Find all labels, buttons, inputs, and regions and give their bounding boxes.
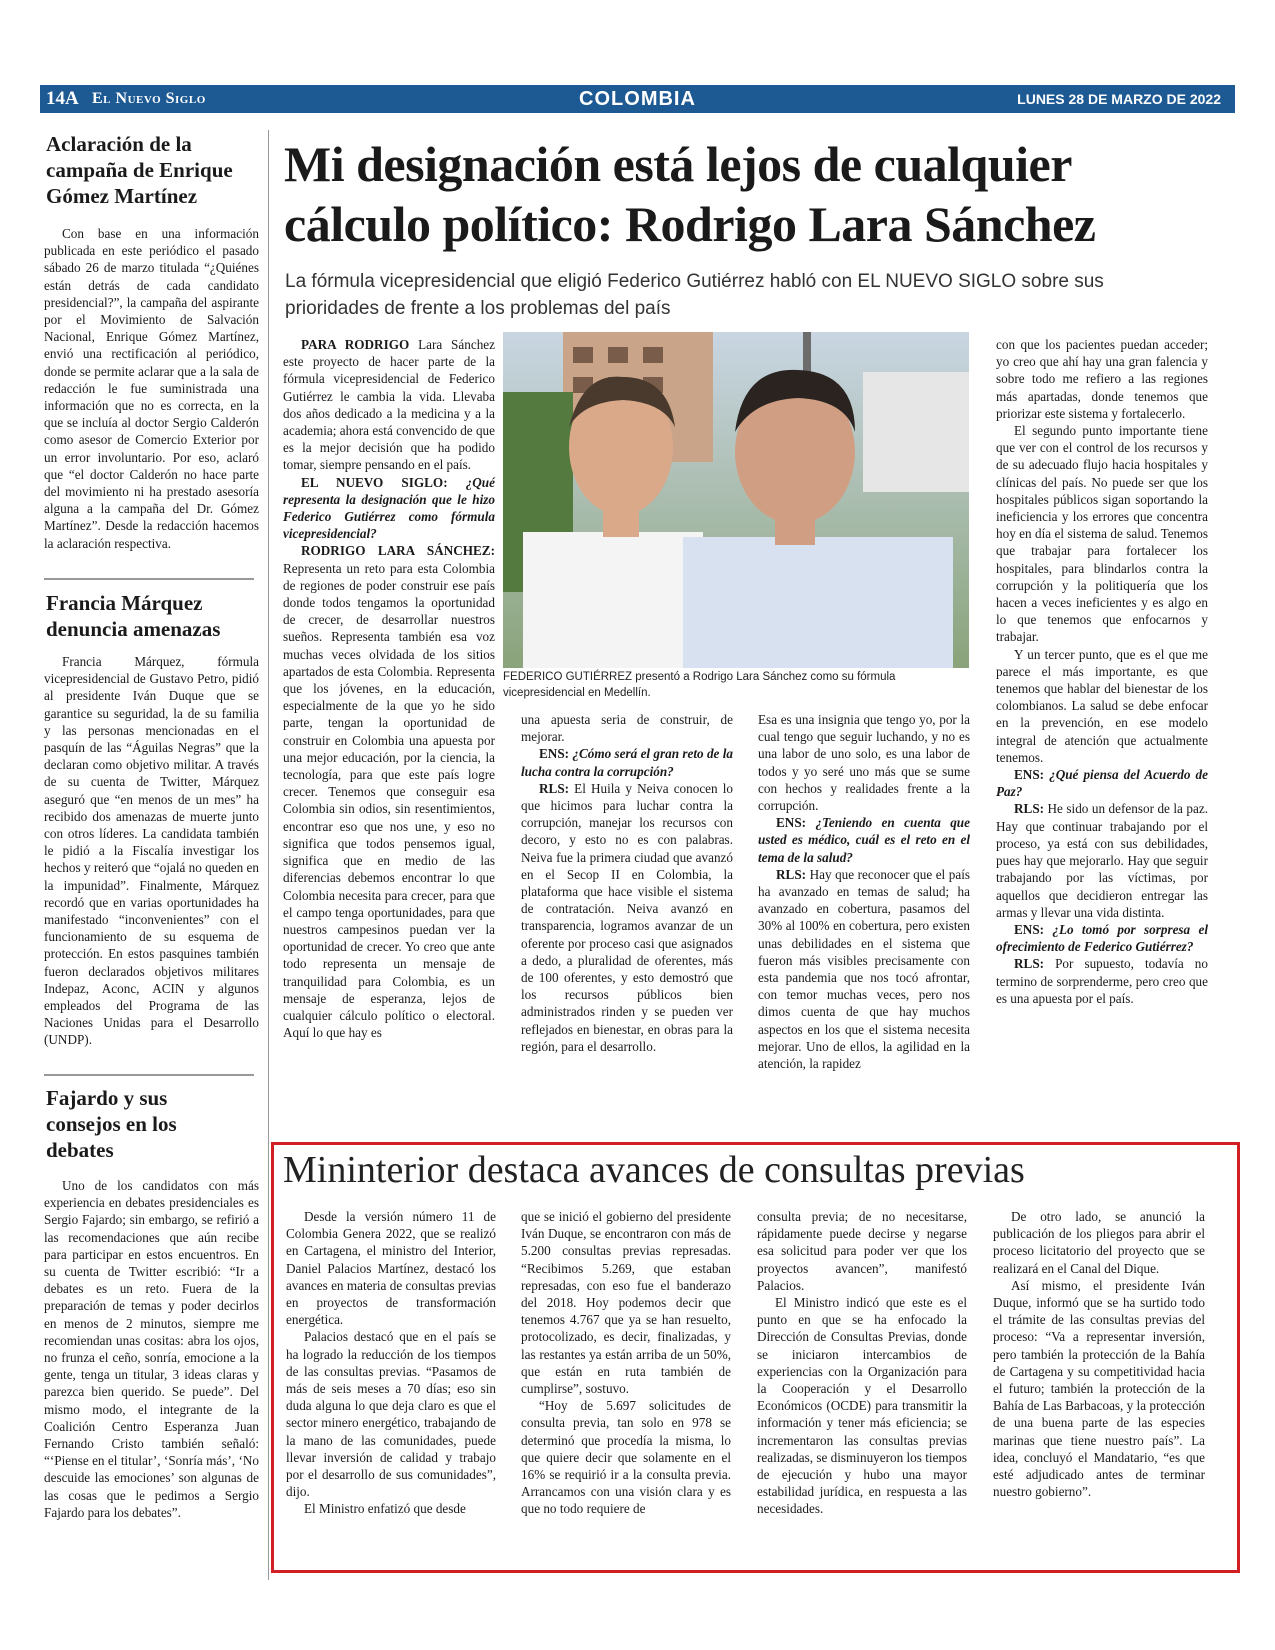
answer-1-end: una apuesta seria de construir, de mejorar.: [521, 712, 733, 745]
answer-2: El Huila y Neiva conocen lo que hicimos para luchar contra la corrupción, manejar los recursos con decoro, y esto no es con palabras. Neiva fue la primera ciudad que avanzó en el Secop II en Colombia, la plataforma que hace visible el sistema de contratación. Neiva avanzó en transparencia, logramos avanzar de un oferente por proceso casi que asignados a dedo, a pluralidad de oferentes, más de 100 oferentes, y esto demostró que los recursos públicos bien administrados rinden y se pueden ver reflejados en bienestar, en obras para la región, para el desarrollo.: [521, 780, 733, 1054]
photo-illustration: [503, 332, 969, 668]
newspaper-name: El Nuevo Siglo: [92, 90, 206, 107]
caption-text-1: presentó a Rodrigo Lara Sánchez como su fórmula: [632, 671, 896, 683]
article-column-3: [758, 711, 970, 1072]
sidebar-column-rule: [268, 130, 269, 1580]
article-headline-line-2: cálculo político: Rodrigo Lara Sánchez: [284, 196, 1096, 252]
article-deck-line-2: prioridades de frente a los problemas del país: [285, 298, 671, 319]
box-column-1: [286, 1208, 496, 1518]
interviewer-label: ENS:: [776, 815, 807, 831]
article-photo: [503, 332, 969, 668]
box-headline: Mininterior destaca avances de consultas previas: [283, 1149, 1025, 1191]
answer-3-cont: con que los pacientes puedan acceder; yo creo que ahí hay una gran falencia y sobre todo me refiero a las regiones más apartadas, donde tenemos que priorizar este sistema y fortalecerlo.: [996, 337, 1208, 421]
interviewer-label: EL NUEVO SIGLO:: [301, 474, 448, 490]
article-column-4: [996, 336, 1208, 1007]
section-title: COLOMBIA: [579, 88, 696, 110]
interviewer-label: ENS:: [539, 746, 570, 762]
answer-4: He sido un defensor de la paz. Hay que continuar trabajando por el proceso, ya está con sus debilidades, pues hay que mejorarlo. Hay que seguir trabajando por las víctimas, por aquellos que decidieron entregar las armas y llevar una vida distinta.: [996, 801, 1208, 920]
interviewee-label: RLS:: [1014, 956, 1045, 972]
answer-3-point-3: Y un tercer punto, que es el que me parece el más importante, es que tenemos que hablar del bienestar de los colombianos. La salud se debe enfocar en la prevención, en ese modelo integral de atención que actualmente tenemos.: [996, 646, 1208, 765]
interviewee-label: RLS:: [539, 780, 570, 796]
interviewee-label: RODRIGO LARA SÁNCHEZ:: [301, 543, 495, 559]
sidebar-title-3: Fajardo y sus consejos en los debates: [46, 1086, 177, 1162]
box-paragraph: Así mismo, el presidente Iván Duque, informó que se ha surtido todo el trámite de las consultas previas del proceso: “Va a representar inversión, pero también la protección de la Bahía de Cartagena y su competitividad hacia el futuro; también la protección de la Bahía de Las Barbacoas, y la protección de una buena parte de las especies marinas que tiene nuestro país”. La idea, concluyó el Mandatario, “es que esté adjudicado antes de terminar nuestro gobierno”.: [993, 1277, 1206, 1500]
interviewee-label: RLS:: [776, 866, 807, 882]
answer-5: Por supuesto, todavía no termino de sorprenderme, pero creo que es una apuesta por el país.: [996, 956, 1208, 1006]
question-4: ¿Qué piensa del Acuerdo de Paz?: [996, 767, 1208, 800]
box-paragraph: De otro lado, se anunció la publicación de los pliegos para abrir el proceso licitatorio del proyecto que se realizará en el Canal del Dique.: [993, 1209, 1205, 1276]
box-column-3: [757, 1208, 967, 1518]
sidebar-brief-1-body: Con base en una información publicada en este periódico el pasado sábado 26 de marzo titulada “¿Quiénes están detrás de cada candidato presidencial?”, la campaña del aspirante por el Movimiento de Salvación Nacional, Enrique Gómez Martínez, envió una rectificación al periódico, donde se permite aclarar que a la sala de redacción le fue suministrada una información que no es correcta, en la que se incluía al doctor Sergio Calderón como asesor de Comercio Exterior por un error involuntario. Por eso, aclaró que “el doctor Calderón no hace parte del movimiento ni ha prestado asesoría alguna a la campaña del Dr. Gómez Martínez”. Desde la redacción hacemos la aclaración respectiva.: [44, 226, 259, 551]
answer-2-end: Esa es una insignia que tengo yo, por la cual tengo que seguir luchando, y no es una labor de uno solo, es una labor de todos y yo seré uno más que se sume con hechos y realidades frente a la corrupción.: [758, 712, 970, 814]
question-2: ¿Cómo será el gran reto de la lucha contra la corrupción?: [521, 746, 733, 779]
box-paragraph: consulta previa; de no necesitarse, rápidamente puede decirse y negarse esa solicitud para poder ver que los proyectos avancen”, manifestó Palacios.: [757, 1209, 967, 1293]
caption-subject: FEDERICO GUTIÉRREZ: [503, 671, 633, 683]
sidebar-divider-2: [44, 1074, 254, 1076]
box-column-2: [521, 1208, 731, 1518]
intro-paragraph: Lara Sánchez este proyecto de hacer parte de la fórmula vicepresidencial de Federico Gutiérrez le cambia la vida. Llevaba dos años dedicado a la medicina y a la academia; ahora está convencido de que es la mejor decisión que ha podido tomar, siempre pensando en el país.: [283, 337, 495, 473]
box-paragraph: “Hoy de 5.697 solicitudes de consulta previa, tan solo en 978 se determinó que procedía la misma, lo que quiere decir que solamente en el 16% se requirió ir a la consulta previa. Arrancamos con una visión clara y es que no todo requiere de: [521, 1398, 731, 1517]
box-paragraph: que se inició el gobierno del presidente Iván Duque, se encontraron con más de 5.200 consultas previas represadas. “Recibimos 5.269, que estaban represadas, con eso fue el banderazo del 2018. Hoy podemos decir que tenemos 4.767 que ya se han resuelto, protocolizado, es decir, finalizadas, y las restantes ya están arriba de un 50%, que están en ruta también de cumplirse”, sostuvo.: [521, 1209, 731, 1397]
interviewee-label: RLS:: [1014, 801, 1045, 817]
interviewer-label: ENS:: [1014, 921, 1045, 937]
sidebar-brief-3: [44, 1177, 259, 1521]
answer-3: Hay que reconocer que el país ha avanzado en temas de salud; ha avanzado en cobertura, pasamos del 30% al 100% en cobertura, pero existen unas debilidades en el sistema que fueron más visibles precisamente con esta pandemia que nos tocó afrontar, con temor muchas veces, pero nos dimos cuenta de que hay muchos aspectos en los que el sistema necesita mejorar. Uno de ellos, la agilidad en la atención, la rapidez: [758, 866, 970, 1072]
box-paragraph: Palacios destacó que en el país se ha logrado la reducción de los tiempos de las consultas previas. “Pasamos de más de seis meses a 70 días; eso sin duda alguna lo que deja claro es que el sector minero energético, trabajando de la mano de las comunidades, puede llevar inversión de calidad y trabajo por el desarrollo de sus comunidades”, dijo.: [286, 1329, 496, 1500]
box-paragraph: El Ministro enfatizó que desde: [304, 1501, 466, 1517]
masthead-bar: [40, 85, 1235, 113]
sidebar-brief-2: [44, 653, 259, 1049]
sidebar-title-1: Aclaración de la campaña de Enrique Gómez Martínez: [46, 132, 233, 208]
question-3: ¿Teniendo en cuenta que usted es médico, cuál es el reto en el tema de la salud?: [758, 815, 970, 865]
box-paragraph: El Ministro indicó que este es el punto en que se ha enfocado la Dirección de Consultas Previas, donde se iniciaron intercambios de experiencias con la Organización para la Cooperación y el Desarrollo Económicos (OCDE) para transmitir la información y tener más eficiencia; se incrementaron las consultas previas realizadas, se disminuyeron los tiempos de ejecución y hubo una mayor estabilidad jurídica, en respuesta a las necesidades.: [757, 1295, 967, 1517]
article-column-1: [283, 336, 495, 1041]
page-number: 14A: [46, 88, 79, 109]
question-1: ¿Qué representa la designación que le hizo Federico Gutiérrez como fórmula vicepresidencial?: [283, 474, 495, 542]
caption-text-2: vicepresidencial en Medellín.: [503, 687, 651, 699]
sidebar-brief-1: [44, 225, 259, 552]
article-headline-line-1: Mi designación está lejos de cualquier: [284, 136, 1072, 192]
sidebar-brief-2-body: Francia Márquez, fórmula vicepresidencial de Gustavo Petro, pidió al presidente Iván Duque que se garantice su seguridad, la de su familia y las personas mencionadas en el pasquín de las “Águilas Negras” que la declaran como objetivo militar. A través de su cuenta de Twitter, Márquez aseguró que “en menos de un mes” ha recibido dos amenazas de muerte junto con otros líderes. La candidata también le pidió a la Fiscalía investigar los hechos y reiteró que “ojalá no queden en la impunidad”. Finalmente, Márquez recordó que en varias oportunidades ha manifestado “inconvenientes” con el funcionamiento de su esquema de protección. En estos pasquines también fueron declarados objetivos militares Indepaz, Aconc, ACIN y algunos empleados del Programa de las Naciones Unidas para el Desarrollo (UNDP).: [44, 654, 259, 1048]
box-column-4: [993, 1208, 1205, 1500]
sidebar-brief-3-body: Uno de los candidatos con más experiencia en debates presidenciales es Sergio Fajardo; sin embargo, se refirió a las recomendaciones que aún recibe para participar en estos encuentros. En su cuenta de Twitter escribió: “Ir a debates es un reto. Fuera de la preparación de temas y poder decirlos en menos de 2 minutos, siempre me recomiendan unas cositas: abra los ojos, no frunza el ceño, sonría, emocione a la gente, tenga un titular, 3 ideas claras y parezca bien querido. Se puede”. Del mismo modo, el integrante de la Coalición Centro Esperanza Juan Fernando Cristo también señaló: “‘Piense en el titular’, ‘Sonría más’, ‘No descuide las emociones’ son algunas de las cosas que le pedimos a Sergio Fajardo para los debates”.: [44, 1178, 259, 1520]
lead-in: PARA RODRIGO: [301, 337, 410, 352]
answer-1: Representa un reto para esta Colombia de regiones de poder construir ese país donde todos tengamos la oportunidad de crecer, de desarrollar nuestros sueños. Representa también esa voz muchas veces olvidada de los sitios apartados de esta Colombia. Representa que los jóvenes, en la educación, especialmente de la que yo he sido parte, tengan la oportunidad de construir en Colombia una apuesta por una mejor educación, por la ciencia, la tecnología, para que este país logre crecer. Tenemos que conseguir esa Colombia sin odios, sin resentimientos, encontrar eso que nos une, y eso no significa que todos pensemos igual, significa que en medio de las diferencias debemos encontrar lo que Colombia necesita para crecer, para que el campo tenga oportunidades, para que nuestros campesinos puedan ver la oportunidad de crecer. Yo creo que ante todo representa un mensaje de tranquilidad para Colombia, es un mensaje de esperanza, lejos de cualquier cálculo político o electoral. Aquí lo que hay es: [283, 560, 495, 1041]
answer-3-point-2: El segundo punto importante tiene que ver con el control de los recursos y de su adecuado flujo hacia hospitales y clínicas del país. No puede ser que los hospitales públicos sigan soportando la ineficiencia y los errores que concentra hoy en día el sistema de salud. Tenemos que trabajar para fortalecer los hospitales, para blindarlos contra la corrupción y la politiquería que los hacen a veces ineficientes y es algo en lo que tenemos que enfocarnos y trabajar.: [996, 423, 1208, 645]
question-5: ¿Lo tomó por sorpresa el ofrecimiento de Federico Gutiérrez?: [996, 921, 1208, 955]
article-deck-line-1: La fórmula vicepresidencial que eligió Federico Gutiérrez habló con EL NUEVO SIGLO sobre sus: [285, 271, 1104, 292]
box-paragraph: Desde la versión número 11 de Colombia Genera 2022, que se realizó en Cartagena, el ministro del Interior, Daniel Palacios Martínez, destacó los avances en materia de consultas previas en proyectos de transformación energética.: [286, 1209, 496, 1328]
interviewer-label: ENS:: [1014, 767, 1045, 783]
article-column-2: [521, 711, 733, 1055]
sidebar-divider-1: [44, 578, 254, 580]
sidebar-title-2: Francia Márquez denuncia amenazas: [46, 591, 221, 641]
issue-date: LUNES 28 DE MARZO DE 2022: [1017, 91, 1221, 107]
photo-caption: [503, 669, 969, 701]
